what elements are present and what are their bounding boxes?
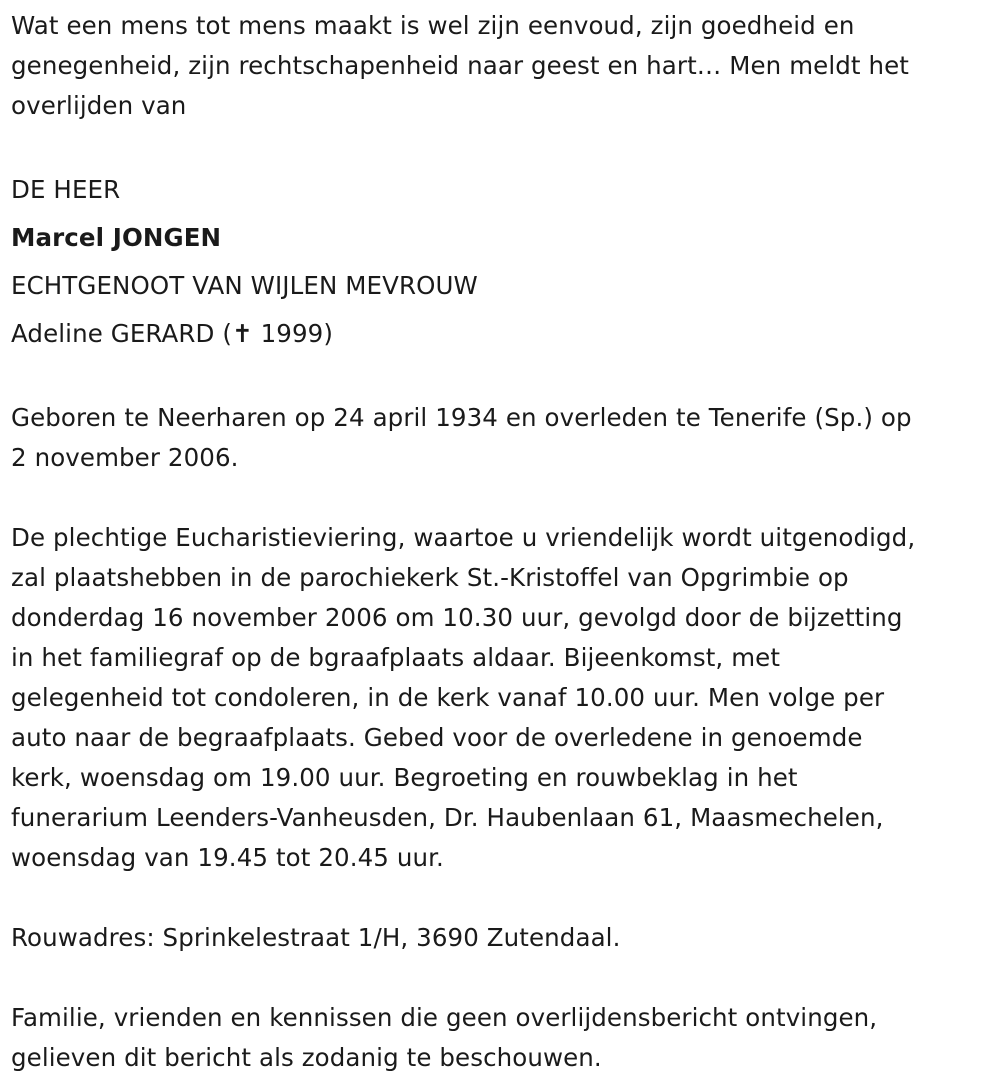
honorific-title: DE HEER xyxy=(11,175,121,204)
intro-paragraph: Wat een mens tot mens maakt is wel zijn eenvoud, zijn goedheid en genegenheid, zijn rechtschapenheid naar geest en hart… Men meldt het overlijden van xyxy=(11,11,909,120)
ceremony-paragraph: De plechtige Eucharistieviering, waartoe u vriendelijk wordt uitgenodigd, zal plaatshebben in de parochiekerk St.-Kristoffel van Opgrimbie op donderdag 16 november 2006 om 10.30 uur, gevolgd door de bijzetting in het familiegraf op de bgraafplaats aldaar. Bijeenkomst, met gelegenheid tot condoleren, in de kerk vanaf 10.00 uur. Men volge per auto naar de begraafplaats. Gebed voor de overledene in genoemde kerk, woensdag om 19.00 uur. Begroeting en rouwbeklag in het funerarium Leenders-Vanheusden, Dr. Haubenlaan 61, Maasmechelen, woensdag van 19.45 tot 20.45 uur. xyxy=(11,523,916,872)
mourning-address: Rouwadres: Sprinkelestraat 1/H, 3690 Zutendaal. xyxy=(11,923,621,952)
closing-paragraph: Familie, vrienden en kennissen die geen overlijdensbericht ontvingen, gelieven dit bericht als zodanig te beschouwen. xyxy=(11,1003,878,1072)
spouse-line xyxy=(11,310,990,358)
spouse-death-year: 1999) xyxy=(252,319,333,348)
relation-line: ECHTGENOOT VAN WIJLEN MEVROUW xyxy=(11,271,478,300)
spouse-name: Adeline GERARD ( xyxy=(11,319,233,348)
deceased-name: Marcel JONGEN xyxy=(11,223,222,252)
birth-death-paragraph: Geboren te Neerharen op 24 april 1934 en overleden te Tenerife (Sp.) op 2 november 2006. xyxy=(11,403,912,472)
cross-icon: ✝ xyxy=(232,319,253,348)
